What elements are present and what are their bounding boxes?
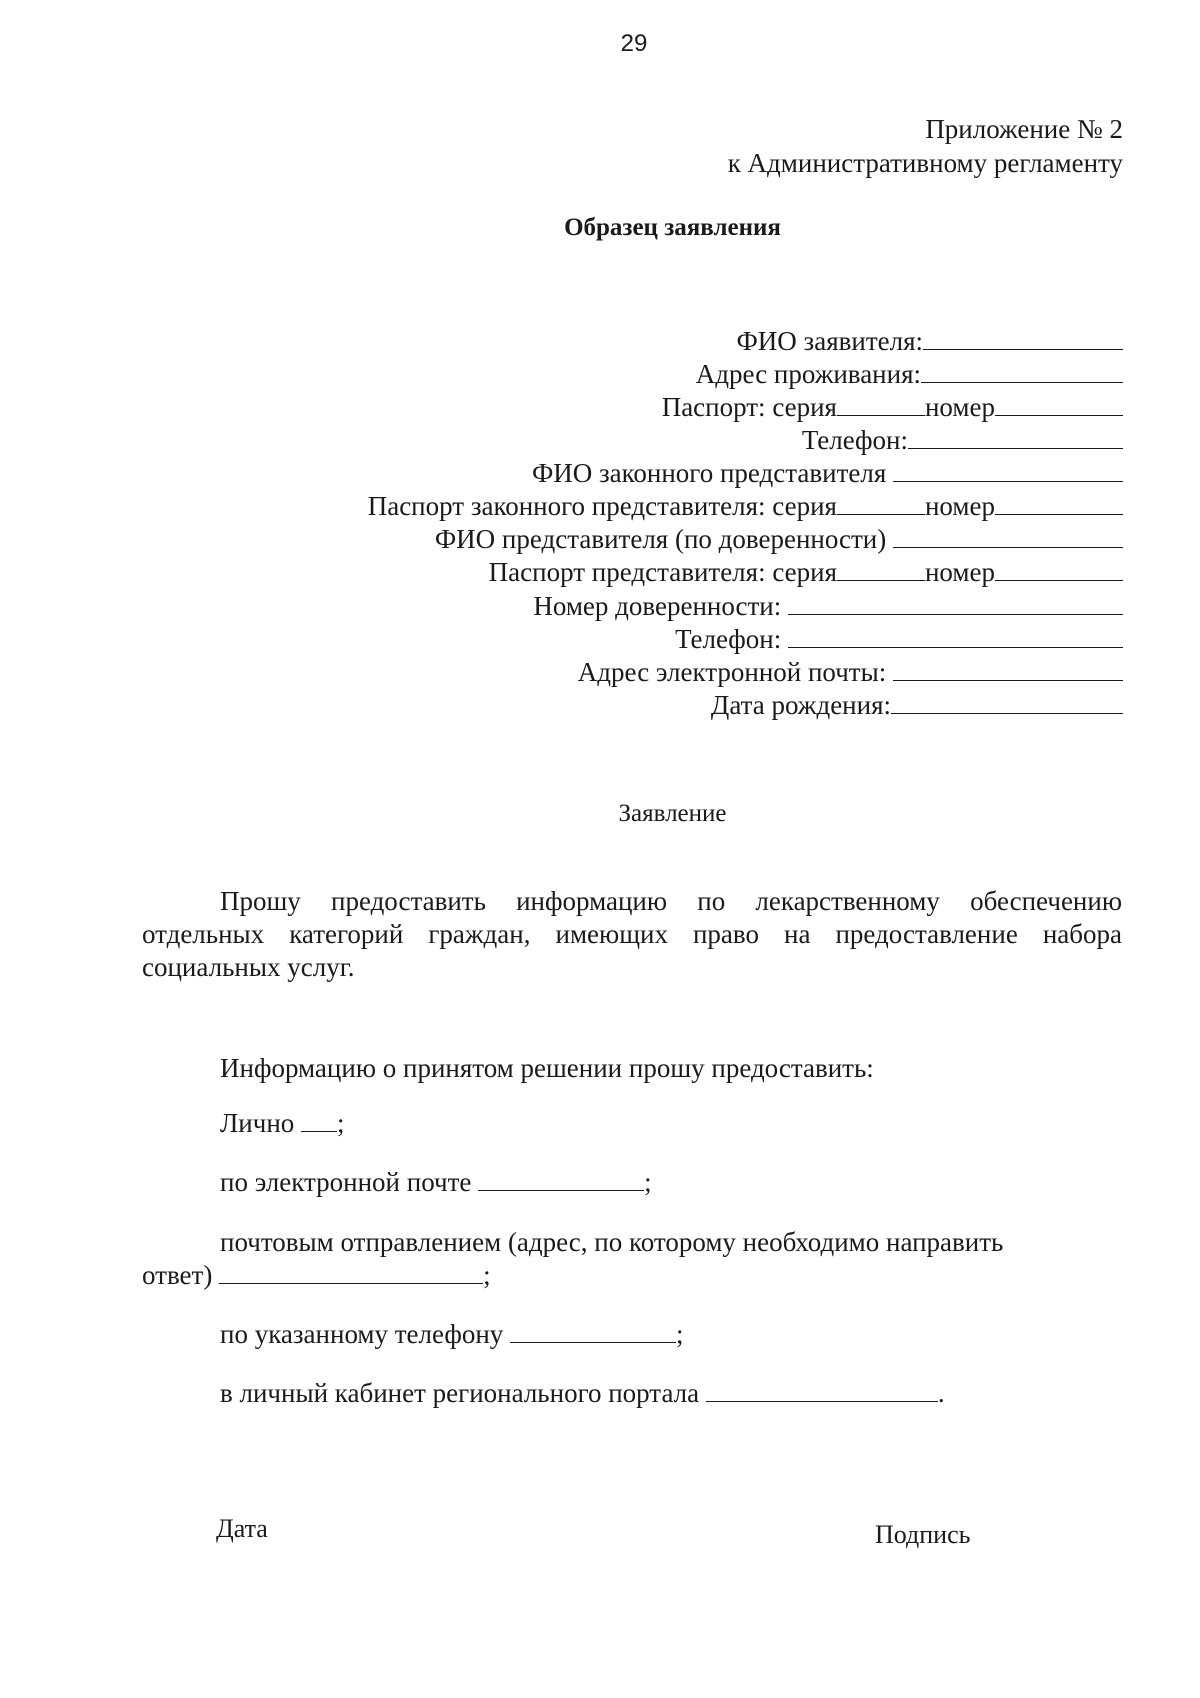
request-paragraph: Прошу предоставить информацию по лекарственному обеспечению отдельных категорий граждан, имеющих право на предоставление набора социальных услуг. [142,886,1122,982]
field-rep-phone [675,623,1123,655]
field-label: ФИО заявителя: [736,326,923,356]
field-birth-date [711,689,1123,721]
field-email [578,656,1123,688]
fill-line[interactable] [837,556,925,581]
field-proxy-rep-passport [489,556,1123,588]
option-portal [220,1377,945,1410]
option-label: по указанному телефону [220,1319,504,1349]
punctuation: ; [337,1108,345,1138]
fill-line[interactable] [788,590,1123,615]
field-label: Телефон: [801,425,908,455]
page-number: 29 [620,30,648,57]
field-label: Телефон: [675,624,782,654]
fill-line[interactable] [995,391,1123,416]
option-label: ответ) [142,1260,213,1290]
field-address [696,358,1123,390]
field-label: ФИО законного представителя [531,458,887,488]
field-proxy-rep-name [435,523,1123,555]
fill-line[interactable] [837,490,925,515]
annex-line-1: Приложение № 2 [925,114,1123,144]
annex-line-2: к Административному регламенту [727,148,1123,178]
fill-line[interactable] [921,358,1123,383]
field-legal-rep-passport [368,490,1123,522]
punctuation: ; [644,1167,652,1197]
fill-line[interactable] [893,457,1123,482]
field-label: Паспорт представителя: серия [488,557,837,587]
field-label-number: номер [924,557,995,587]
field-passport [662,391,1123,423]
option-label: Лично [220,1108,295,1138]
fill-line[interactable] [510,1318,676,1343]
field-label: Адрес электронной почты: [577,657,887,687]
field-applicant-name [736,325,1123,357]
option-email [220,1166,652,1199]
field-phone [802,424,1123,456]
date-label: Дата [216,1514,268,1543]
punctuation: ; [483,1260,491,1290]
decision-intro: Информацию о принятом решении прошу предоставить: [220,1053,874,1083]
signature-label: Подпись [875,1520,971,1549]
punctuation: . [937,1378,945,1408]
document-title: Образец заявления [564,214,781,241]
fill-line[interactable] [995,490,1123,515]
fill-line[interactable] [219,1259,483,1284]
option-label: в личный кабинет регионального портала [220,1378,700,1408]
fill-line[interactable] [478,1166,644,1191]
fill-line[interactable] [788,623,1123,648]
statement-heading: Заявление [618,800,727,827]
field-legal-rep-name [532,457,1123,489]
field-label: Паспорт: серия [661,392,837,422]
fill-line[interactable] [893,656,1123,681]
fill-line[interactable] [923,325,1123,350]
option-post-continued [142,1259,491,1292]
fill-line[interactable] [995,556,1123,581]
fill-line[interactable] [301,1107,337,1132]
option-post: почтовым отправлением (адрес, по которому необходимо направить [220,1227,1004,1257]
field-label-number: номер [924,491,995,521]
field-label-number: номер [924,392,995,422]
option-personally [220,1107,345,1140]
option-phone [220,1318,684,1351]
fill-line[interactable] [891,689,1123,714]
fill-line[interactable] [908,424,1123,449]
field-label: Паспорт законного представителя: серия [367,491,837,521]
field-label: Номер доверенности: [533,591,782,621]
field-power-of-attorney-number [533,590,1123,622]
field-label: Адрес проживания: [695,359,921,389]
fill-line[interactable] [893,523,1123,548]
fill-line[interactable] [837,391,925,416]
field-label: ФИО представителя (по доверенности) [434,524,887,554]
field-label: Дата рождения: [710,690,891,720]
punctuation: ; [676,1319,684,1349]
option-label: по электронной почте [220,1167,472,1197]
fill-line[interactable] [706,1377,938,1402]
